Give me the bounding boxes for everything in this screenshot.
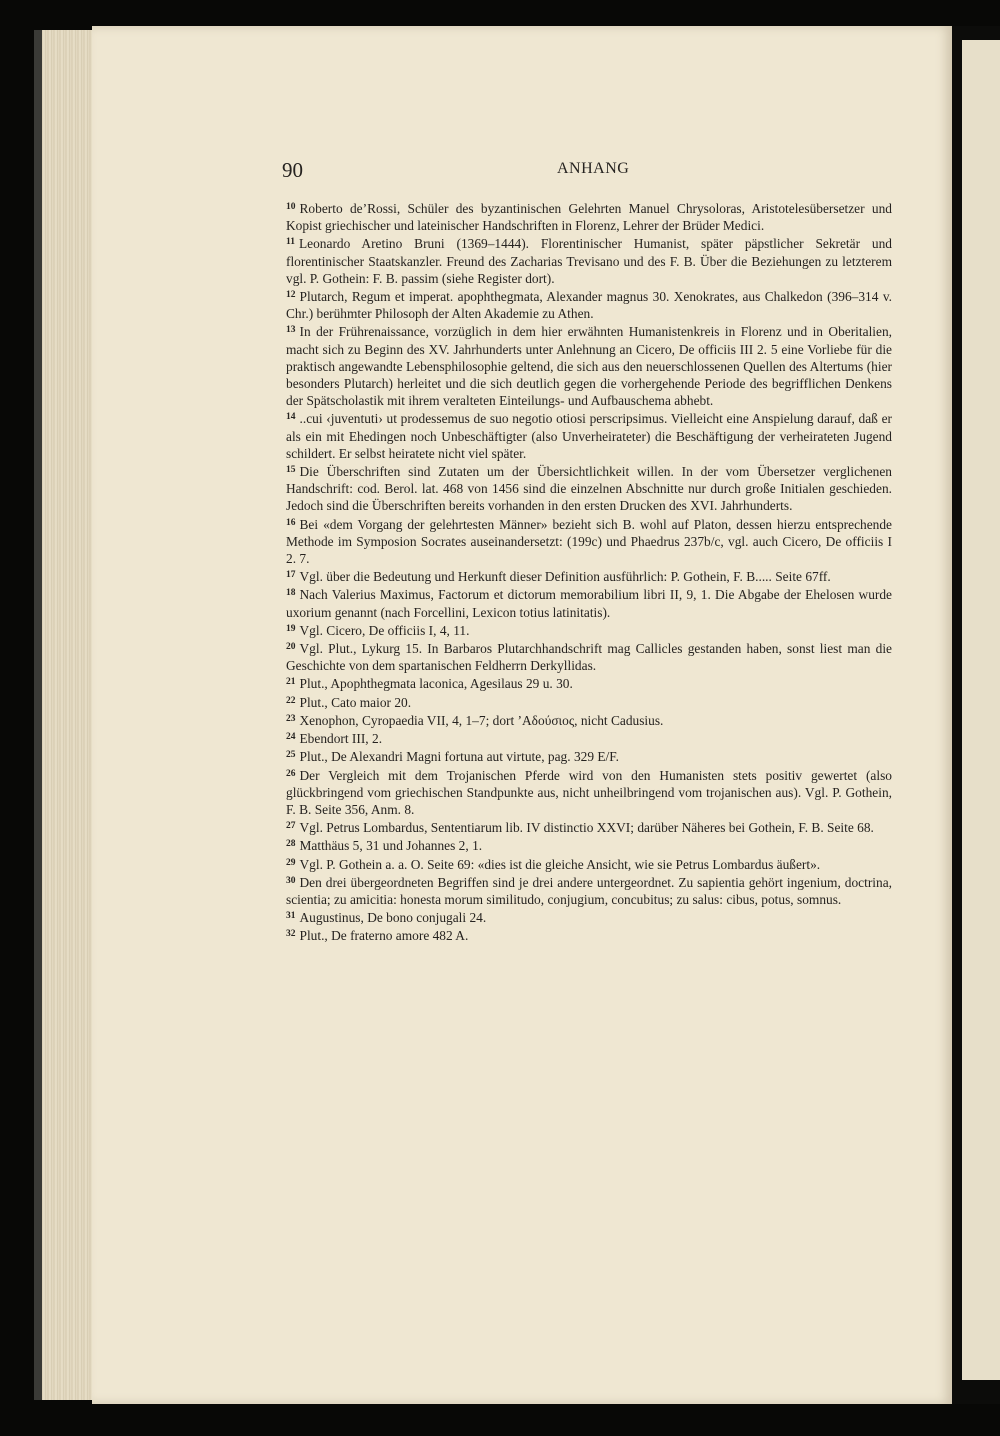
endnote xyxy=(286,818,892,836)
book-spine-edge xyxy=(34,30,42,1400)
endnote-text: Augustinus, De bono conjugali 24. xyxy=(299,910,487,926)
endnote xyxy=(286,908,892,926)
endnote xyxy=(286,199,892,234)
endnote-number: 31 xyxy=(286,911,296,922)
endnotes xyxy=(286,199,892,945)
endnote-text: Plut., De Alexandri Magni fortuna aut virtute, pag. 329 E/F. xyxy=(299,749,620,765)
endnote-text: Vgl. über die Bedeutung und Herkunft dieser Definition ausführlich: P. Gothein, F. B..... Seite 67ff. xyxy=(299,569,831,585)
endnote-number: 30 xyxy=(286,875,296,886)
endnote-text: Roberto de’Rossi, Schüler des byzantinischen Gelehrten Manuel Chrysoloras, Aristotelesübersetzer und Kopist griechischer und lateinischer Handschriften in Florenz, Lehrer der Brüder Medici. xyxy=(286,201,892,234)
endnote-text: Leonardo Aretino Bruni (1369–1444). Florentinischer Humanist, später päpstlicher Sekretär und florentinischer Staatskanzler. Freund des Zacharias Trevisano und des F. B. Über die Beziehungen zu letzterem vgl. P. Gothein: F. B. passim (siehe Register dort). xyxy=(286,236,892,286)
endnote xyxy=(286,674,892,692)
endnote xyxy=(286,873,892,908)
endnote-number: 13 xyxy=(286,325,296,336)
endnote-number: 24 xyxy=(286,732,296,743)
endnote-number: 15 xyxy=(286,465,296,476)
page-number: 90 xyxy=(282,158,303,182)
endnote-text: Nach Valerius Maximus, Factorum et dictorum memorabilium libri II, 9, 1. Die Abgabe der Ehelosen wurde uxorium genannt (nach Forcellini, Lexicon totius latinitatis). xyxy=(286,587,892,620)
endnote-number: 23 xyxy=(286,713,296,724)
endnote-number: 20 xyxy=(286,642,296,653)
book-page-edges xyxy=(34,30,98,1400)
endnote xyxy=(286,462,892,515)
endnote xyxy=(286,855,892,873)
endnote-number: 14 xyxy=(286,412,296,423)
endnote-number: 17 xyxy=(286,570,296,581)
endnote xyxy=(286,621,892,639)
endnote-text: Vgl. Petrus Lombardus, Sententiarum lib. IV distinctio XXVI; darüber Näheres bei Gothein, F. B. Seite 68. xyxy=(299,820,874,836)
endnote-number: 19 xyxy=(286,623,296,634)
endnote-number: 25 xyxy=(286,750,296,761)
endnote-text: Plut., De fraterno amore 482 A. xyxy=(299,928,469,944)
endnote-text: Der Vergleich mit dem Trojanischen Pferde wird von den Humanisten stets positiv gewertet (also glückbringend vom griechischen Standpunkte aus, nicht unheilbringend vom trojanischen aus). Vgl. P. Gothein, F. B. Seite 356, Anm. 8. xyxy=(286,767,892,817)
endnote-number: 22 xyxy=(286,695,296,706)
endnote xyxy=(286,515,892,568)
endnote-number: 29 xyxy=(286,857,296,868)
endnote xyxy=(286,836,892,854)
facing-page-edge xyxy=(962,40,1000,1380)
endnote-number: 10 xyxy=(286,202,296,212)
endnote-number: 18 xyxy=(286,588,296,599)
endnote-text: Ebendort III, 2. xyxy=(299,731,383,747)
running-head: ANHANG xyxy=(557,160,630,177)
endnote-text: Plut., Cato maior 20. xyxy=(299,694,412,710)
endnote-text: Vgl. Cicero, De officiis I, 4, 11. xyxy=(299,622,470,638)
endnote xyxy=(286,693,892,711)
endnote xyxy=(286,926,892,944)
endnote-text: Xenophon, Cyropaedia VII, 4, 1–7; dort ’Αδούσιος, nicht Cadusius. xyxy=(299,712,664,728)
endnote-text: Plutarch, Regum et imperat. apophthegmata, Alexander magnus 30. Xenokrates, aus Chalkedon (396–314 v. Chr.) berühmter Philosoph der Alten Akademie zu Athen. xyxy=(286,289,892,322)
endnote-number: 21 xyxy=(286,677,296,688)
endnote-text: In der Frührenaissance, vorzüglich in dem hier erwähnten Humanistenkreis in Florenz und in Oberitalien, macht sich zu Beginn des XV. Jahrhunderts unter Anlehnung an Cicero, De officiis III 2. 5 eine Vorliebe für die praktisch angewandte Lebensphilosophie geltend, die sich aus den neuerschlossenen Quellen des Altertums (hier besonders Plutarch) herleitet und die sich deutlich gegen die vorhergehende Periode des begrifflichen Denkens der Spätscholastik mit ihrem veralteten Einteilungs- und Aufbauschema abhebt. xyxy=(286,324,892,409)
endnote xyxy=(286,567,892,585)
endnote-text: Den drei übergeordneten Begriffen sind je drei andere untergeordnet. Zu sapientia gehört ingenium, doctrina, scientia; zu amicitia: honesta morum similitudo, conjugium, concubitus; zu salus: cibus, potus, somnus. xyxy=(286,874,892,907)
endnote xyxy=(286,287,892,322)
endnote xyxy=(286,639,892,674)
endnote xyxy=(286,729,892,747)
page-header xyxy=(282,158,892,184)
endnote-text: Die Überschriften sind Zutaten um der Übersichtlichkeit willen. In der vom Übersetzer verglichenen Handschrift: cod. Berol. lat. 468 von 1456 sind die einzelnen Abschnitte nur durch große Initialen geschieden. Jedoch sind die Überschriften bereits vorhanden in den ersten Drucken des XVI. Jahrhunderts. xyxy=(286,464,892,514)
endnote xyxy=(286,747,892,765)
endnote-number: 28 xyxy=(286,839,296,850)
endnote-number: 32 xyxy=(286,929,296,940)
endnote-number: 27 xyxy=(286,821,296,832)
endnote-text: Vgl. P. Gothein a. a. O. Seite 69: «dies ist die gleiche Ansicht, wie sie Petrus Lombardus äußert». xyxy=(299,856,821,872)
endnote xyxy=(286,711,892,729)
endnote xyxy=(286,585,892,620)
endnote xyxy=(286,409,892,462)
endnote-text: Plut., Apophthegmata laconica, Agesilaus 29 u. 30. xyxy=(299,676,573,692)
endnote-number: 16 xyxy=(286,517,296,528)
endnote-number: 12 xyxy=(286,290,296,301)
endnote-text: Matthäus 5, 31 und Johannes 2, 1. xyxy=(299,838,483,854)
endnote xyxy=(286,766,892,819)
endnote-number: 11 xyxy=(286,237,295,248)
endnote-text: ..cui ‹juventuti› ut prodessemus de suo negotio otiosi perscripsimus. Vielleicht eine Anspielung darauf, daß er als ein mit Ehedingen noch Unbeschäftigter (also Unverheirateter) die Beschäftigung der verheirateten Jugend schildert. Er selbst heiratete nicht viel später. xyxy=(286,411,892,461)
endnote xyxy=(286,322,892,409)
endnote-text: Vgl. Plut., Lykurg 15. In Barbaros Plutarchhandschrift mag Callicles gestanden haben, sonst liest man die Geschichte von dem spartanischen Feldherrn Derkyllidas. xyxy=(286,641,892,674)
endnote-text: Bei «dem Vorgang der gelehrtesten Männer» bezieht sich B. wohl auf Platon, dessen hierzu entsprechende Methode im Symposion Socrates auseinandersetzt: (199c) und Phaedrus 237b/c, vgl. auch Cicero, De officiis I 2. 7. xyxy=(286,516,892,567)
endnote xyxy=(286,234,892,287)
endnote-number: 26 xyxy=(286,768,296,779)
